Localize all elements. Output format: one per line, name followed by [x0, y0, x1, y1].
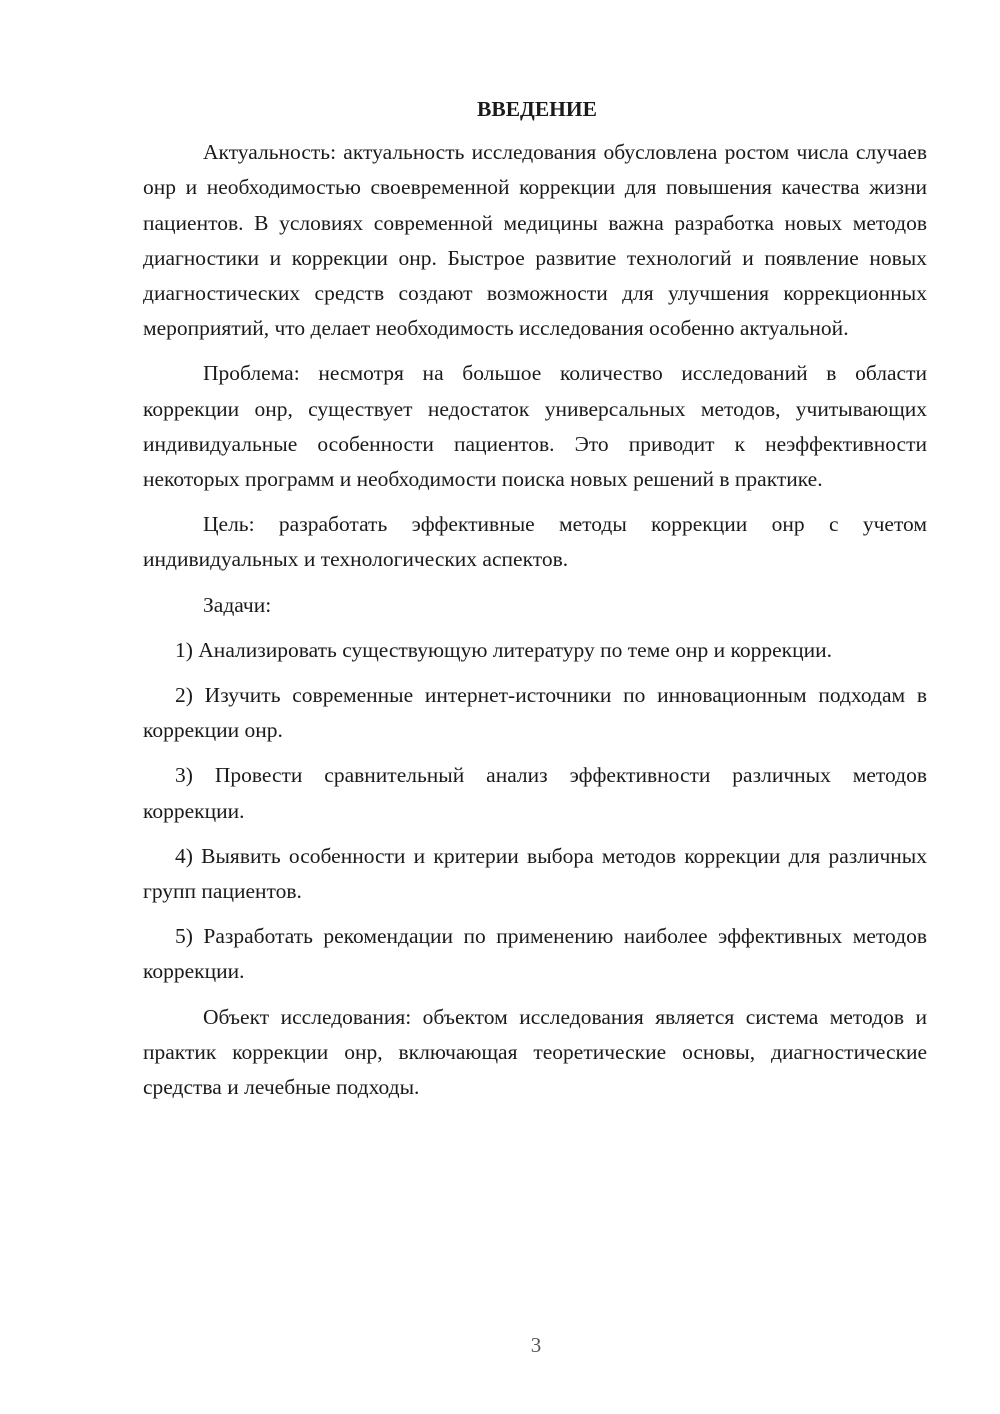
task-item-5: 5) Разработать рекомендации по применению наиболее эффективных методов коррекции.	[143, 924, 927, 984]
task-item-2: 2) Изучить современные интернет-источники по инновационным подходам в коррекции онр.	[143, 683, 927, 743]
tasks-heading: Задачи:	[203, 592, 272, 617]
paragraph-object: Объект исследования: объектом исследования является система методов и практик коррекции онр, включающая теоретические основы, диагностические средства и лечебные подходы.	[143, 1004, 927, 1100]
paragraph-problem: Проблема: несмотря на большое количество исследований в области коррекции онр, существует недостаток универсальных методов, учитывающих индивидуальные особенности пациентов. Это приводит к неэффективности некоторых программ и необходимости поиска новых решений в практике.	[143, 361, 927, 492]
task-item-4: 4) Выявить особенности и критерии выбора методов коррекции для различных групп пациентов.	[143, 843, 927, 904]
paragraph-goal: Цель: разработать эффективные методы коррекции онр с учетом индивидуальных и технологических аспектов.	[143, 512, 927, 572]
page-number: 3	[530, 1333, 542, 1357]
section-title: ВВЕДЕНИЕ	[477, 97, 597, 121]
task-item-1: 1) Анализировать существующую литературу по теме онр и коррекции.	[175, 637, 832, 662]
task-item-3: 3) Провести сравнительный анализ эффективности различных методов коррекции.	[143, 763, 927, 823]
document-page	[143, 92, 927, 1115]
paragraph-relevance: Актуальность: актуальность исследования обусловлена ростом числа случаев онр и необходимостью своевременной коррекции для повышения качества жизни пациентов. В условиях современной медицины важна разработка новых методов диагностики и коррекции онр. Быстрое развитие технологий и появление новых диагностических средств создают возможности для улучшения коррекционных мероприятий, что делает необходимость исследования особенно актуальной.	[143, 140, 927, 341]
